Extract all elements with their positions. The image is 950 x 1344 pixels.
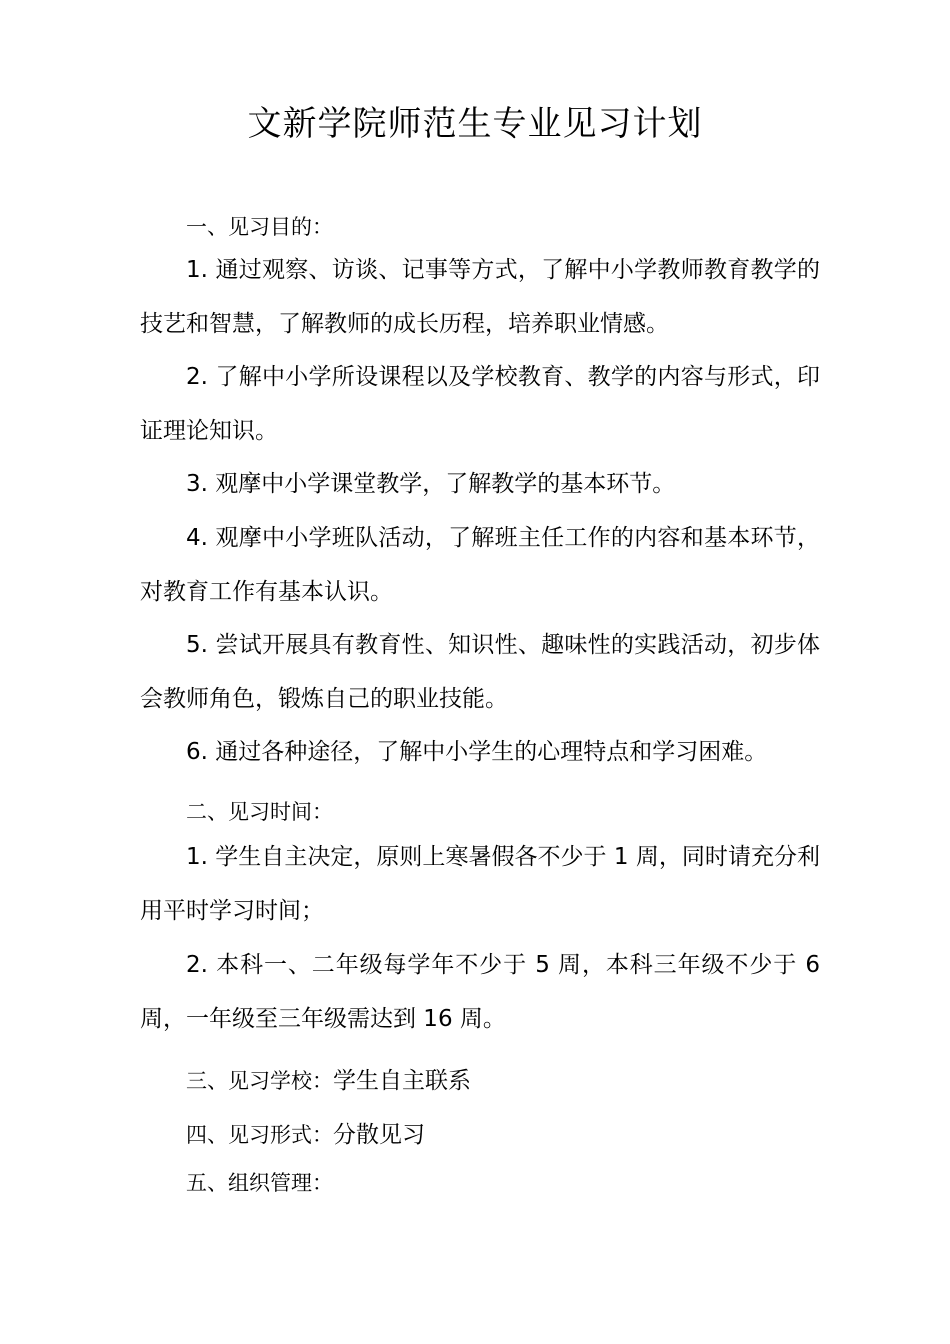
purpose-item-3: 3. 观摩中小学课堂教学，了解教学的基本环节。 bbox=[186, 471, 676, 497]
document-title: 文新学院师范生专业见习计划 bbox=[247, 104, 703, 144]
purpose-item-2: 2. 了解中小学所设课程以及学校教育、教学的内容与形式，印证理论知识。 bbox=[140, 364, 820, 444]
purpose-item-6: 6. 通过各种途径，了解中小学生的心理特点和学习困难。 bbox=[186, 739, 768, 765]
time-item-2: 2. 本科一、二年级每学年不少于 5 周，本科三年级不少于 6 周，一年级至三年级需达到 16 周。 bbox=[140, 952, 820, 1032]
form-heading-label: 四、见习形式： bbox=[186, 1123, 333, 1147]
section-heading-school bbox=[186, 1066, 471, 1096]
form-value: 分散见习 bbox=[333, 1122, 425, 1148]
school-value: 学生自主联系 bbox=[333, 1068, 471, 1094]
section-heading-time: 二、见习时间： bbox=[186, 800, 333, 824]
purpose-item-5: 5. 尝试开展具有教育性、知识性、趣味性的实践活动，初步体会教师角色，锻炼自己的职业技能。 bbox=[140, 632, 820, 712]
section-heading-management: 五、组织管理： bbox=[186, 1171, 333, 1195]
section-heading-form bbox=[186, 1120, 425, 1150]
school-heading-label: 三、见习学校： bbox=[186, 1069, 333, 1093]
purpose-item-1: 1. 通过观察、访谈、记事等方式，了解中小学教师教育教学的技艺和智慧，了解教师的成长历程，培养职业情感。 bbox=[140, 257, 820, 337]
purpose-item-4: 4. 观摩中小学班队活动，了解班主任工作的内容和基本环节，对教育工作有基本认识。 bbox=[140, 525, 820, 605]
time-item-1: 1. 学生自主决定，原则上寒暑假各不少于 1 周，同时请充分利用平时学习时间； bbox=[140, 844, 820, 924]
section-heading-purpose: 一、见习目的： bbox=[186, 215, 333, 239]
